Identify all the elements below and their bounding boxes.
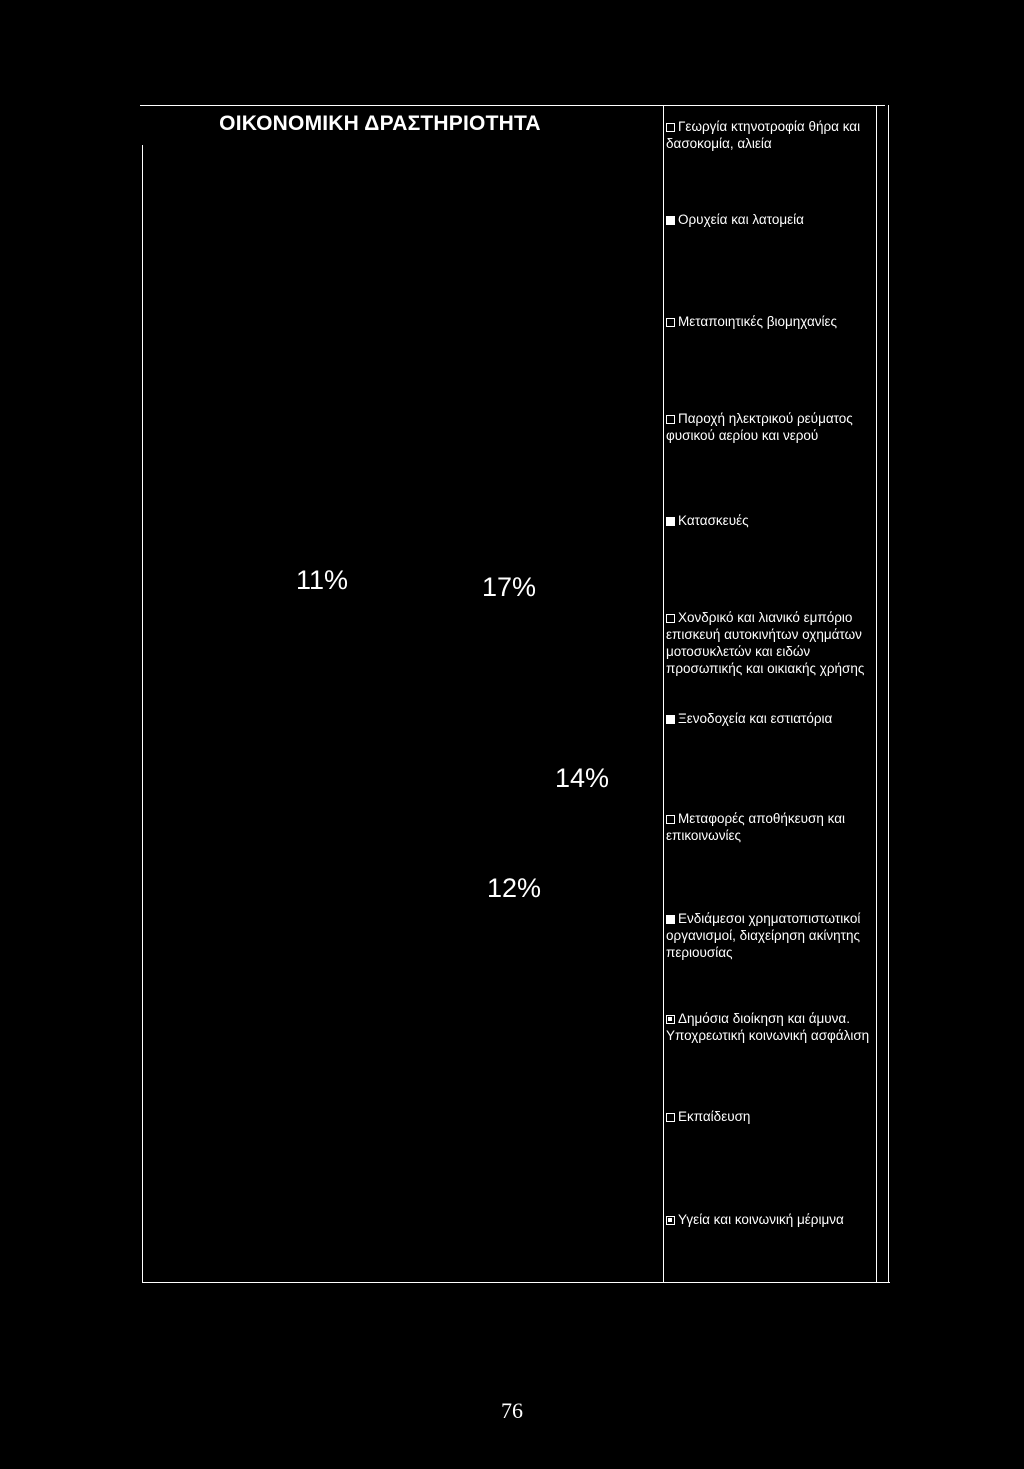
legend-swatch: [666, 123, 675, 132]
legend-item: [666, 609, 881, 677]
legend-item: [666, 710, 881, 727]
legend-item: [666, 211, 881, 228]
legend-swatch: [666, 1216, 675, 1225]
frame-top-line: [140, 105, 885, 106]
legend-swatch: [666, 318, 675, 327]
legend-item: [666, 313, 881, 330]
legend-item: [666, 1108, 881, 1125]
legend-item: [666, 512, 881, 529]
legend-label: Κατασκευές: [678, 513, 749, 528]
legend-label: Δημόσια διοίκηση και άμυνα. Υποχρεωτική κοινωνική ασφάλιση: [666, 1011, 870, 1043]
legend-label: Γεωργία κτηνοτροφία θήρα και δασοκομία, αλιεία: [666, 119, 861, 151]
frame-left-line: [142, 145, 143, 1283]
legend-label: Μεταποιητικές βιομηχανίες: [678, 314, 838, 329]
legend-swatch: [666, 1015, 675, 1024]
legend-item: [666, 1211, 878, 1228]
legend-label: Ξενοδοχεία και εστιατόρια: [678, 711, 833, 726]
legend-item: [666, 1010, 881, 1044]
frame-right-line: [888, 105, 889, 1283]
legend-swatch: [666, 216, 675, 225]
slice-label: 12%: [487, 873, 542, 903]
legend-swatch: [666, 1113, 675, 1122]
legend-item: [666, 118, 881, 152]
legend-label: Εκπαίδευση: [678, 1109, 751, 1124]
legend-swatch: [666, 415, 675, 424]
legend-item: [666, 410, 881, 444]
legend-swatch: [666, 715, 675, 724]
frame-bottom-line: [142, 1282, 890, 1283]
legend-label: Υγεία και κοινωνική μέριμνα: [678, 1212, 844, 1227]
legend-swatch: [666, 614, 675, 623]
chart-title: ΟΙΚΟΝΟΜΙΚΗ ΔΡΑΣΤΗΡΙΟΤΗΤΑ: [219, 112, 541, 135]
slice-label: 14%: [555, 763, 610, 793]
legend-swatch: [666, 915, 675, 924]
legend-label: Ορυχεία και λατομεία: [678, 212, 804, 227]
legend-label: Χονδρικό και λιανικό εμπόριο επισκευή αυτοκινήτων οχημάτων μοτοσυκλετών και ειδών προσωπικής και οικιακής χρήσης: [666, 610, 865, 676]
legend-item: [666, 910, 881, 961]
legend-right-line: [876, 105, 877, 1283]
legend-label: Ενδιάμεσοι χρηματοπιστωτικοί οργανισμοί, διαχείρηση ακίνητης περιουσίας: [666, 911, 861, 960]
slice-label: 11%: [296, 565, 349, 595]
legend-swatch: [666, 517, 675, 526]
slice-label: 17%: [482, 572, 537, 602]
page-number: 76: [501, 1398, 523, 1423]
legend-item: [666, 810, 881, 844]
legend-label: Παροχή ηλεκτρικού ρεύματος φυσικού αερίου και νερού: [666, 411, 853, 443]
legend-label: Μεταφορές αποθήκευση και επικοινωνίες: [666, 811, 846, 843]
legend-swatch: [666, 815, 675, 824]
legend-left-line: [663, 105, 664, 1283]
